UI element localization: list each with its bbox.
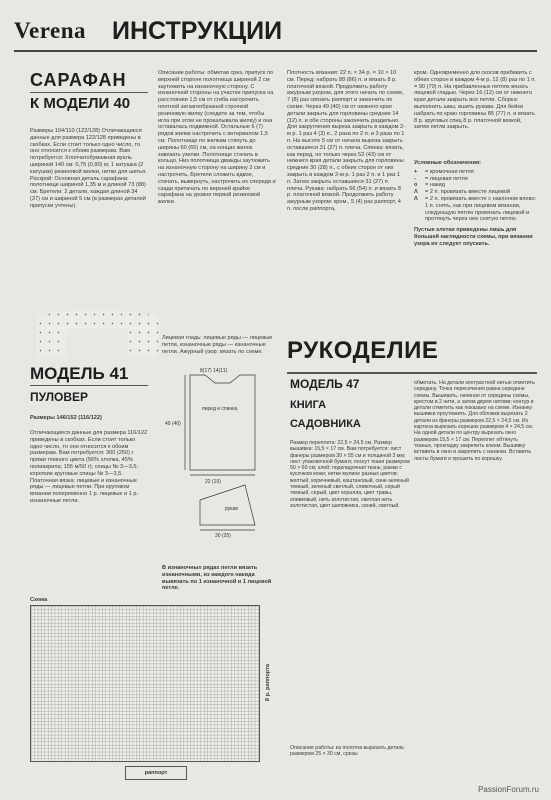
legend-title: Условные обозначения:: [414, 160, 482, 166]
sarafan-subtitle: К МОДЕЛИ 40: [30, 95, 131, 112]
header-rule: [14, 50, 537, 52]
page-title: ИНСТРУКЦИИ: [112, 17, 283, 45]
model41-subtitle: ПУЛОВЕР: [30, 390, 89, 404]
model41-text: Отличающиеся данные для размера 116/122 приведены в скобках. Если стоит только одно число, то оно относится к обоим размерам. Вам потребуется: 300 (250) г пряжи темного цвета (56% хлопка, 45% полиакрила; 155 м/50 г); спицы № 3—3,5; короткие круговые спицы № 3—3,5. Платочная вязка: лицевые и изнаночные ряды — лицевые петли. При круговом вязании попеременно 1 р. лицевые и 1 р. изнаночные петли.: [30, 430, 148, 504]
assembly-text: кром. Одновременно для скосов прибавить с обеих сторон в каждом 4-м р. 12 (8) раз по 1 п. = 90 (70) п. На прибавленных петлях вязать лицевой гладью. Через 16 (12) см от нижнего края детали закрыть все петли. Сборка: выполнить швы, вшить рукава. Для бейки набрать по краю горловины 85 (77) п. и вязать 8 р. круговых спиц 8 р. платочной вязкой, затем петли закрыть.: [414, 70, 536, 131]
legend-symbol: +: [414, 168, 418, 175]
front-label: перед и спинка: [202, 406, 238, 412]
legend-text: = 2 п. провязать вместе лицевой: [425, 189, 511, 196]
rapport-box: [125, 766, 187, 780]
model47-materials: Размер переплета: 22,5 × 24,5 см. Размер вышивки: 15,5 × 17 см. Вам потребуется: лист фанеры размером 30 × 55 см и толщиной 3 мм; лист упаковочной бумаги; лоскут ткани размером 50 × 60 см; клей; подкладочная ткань; рамки с кусочком кожи; нитки мулине разных цветов: желтый, коричневый, каштановый, сине-зеленый темный, зеленый светлый, сливочный, серый темный, серый, цвет коралла, цвет травы, оливковый, нить золотистая, светлая нить золотистая, цвет шиповника, синий, светлый.: [290, 440, 410, 509]
model47-work-text: обметать. На детали контрастной нитью отметить середину. Точка пересечения равна середине схемы. Вышивать, начиная от середины схемы, крестом в 2 нити, а затем двумя нитями; контур и детали отметить как показано на схеме. Изнанку вышивки проутюжить. Для обложки вырезать 2 детали из фанеры размером 22,5 × 24,5 см. Из картона вырезать корешок размером 4 × 24,5 см. На одной детали по центру вырезать окно размером 15,5 × 17 см. Переплет обтянуть тканью, прокладку закрепить клеем. Вышивку вставить в окно и закрепить с изнанки. Вставить листы бумаги и прошить по корешку.: [414, 380, 535, 462]
legend-symbol: Λ: [414, 189, 418, 196]
legend-symbol: -: [414, 175, 416, 182]
sleeve-shape: [200, 485, 255, 525]
legend-text: = лицевая петля: [425, 175, 468, 182]
bottom-dims: 22 (19): [205, 479, 221, 485]
model47-work-start: Описание работы: из полотна вырезать деталь размером 25 × 30 см, срезы: [290, 745, 405, 758]
model47-title: МОДЕЛЬ 47: [290, 377, 360, 391]
sarafan-work-text: Описание работы: обметав срез, припуск по верхней стороне полотнища шириной 2 см заутюжить на изнаночную сторону. С изнаночной стороны на участке припуска на расстоянии 1,5 см от сгиба настрочить плотной зигзагообразной строчкой резиновую жилку (следите за тем, чтобы игла при этом не прокалывала жилку) и она оставалась подвижной. Остальные 6 (7) рядов жилки настрочить с интервалом 1,5 см. Полотнище по жилкам стянуть до ширины 60 (65) см, на концах жилок завязать узелки. Полотнище стачать в кольцо. Низ полотнища дважды заутюжить на изнаночную сторону на ширину 2 см и настрочить. Бретели сложить вдвое, стачать, вывернуть, настрочить их спереди и сзади притачать по верхней крайке сарафана на уровне первой резиновой жилки.: [158, 70, 276, 206]
sarafan-sizes-text: Размеры 104/110 (122/128) Отличающиеся данные для размера 122/128 приведены в скобках. Если стоит только одно число, то оно относится к обоим размерам. Вам потребуется: Хлопчатобумажная вуаль шириной 140 см: 0,75 (0,90) м; 1 катушка (2 катушки) резиновой жилки, нитки для шитья. Раскрой: Основная деталь сарафана: полотнище шириной 1,35 м и длиной 73 (88) см. Бретели: 2 детали, каждая длиной 34 (37) см и шириной 5 см (в размерах деталей припуски учтены).: [30, 128, 147, 209]
density-text: Плотность вязания: 22 п. × 34 р. = 10 × 10 см. Перед: набрать 88 (86) п. и вязать 8 р. платочной вязкой. Продолжить работу ажурным узором, для этого начать по схеме, 7 (8) раз связать раппорт и закончить по схеме. Через 49 (40) см от нижнего края детали закрыть для горловины средние 14 (12) п. и обе стороны закончить раздельно. Для закругления выреза закрыть в каждом 2-м р. 1 раз 4 (3) п., 2 раза по 2 п. и 3 раза по 1 п. На высоте 5 см от начала выреза закрыть оставшиеся 31 (27) п. плеча. Спинка: вязать, как перед, но только через 52 (43) см от нижнего края детали закрыть для горловины средние 30 (28) п., с обеих сторон от них закрыть в каждом 2-м р. 1 раз 2 п. и 1 раз 1 п. Затем закрыть оставшиеся 31 (27) п. плеча. Рукава: набрать 66 (54) п. и вязать 8 р. платочной вязкой. Продолжить работу ажурным узором: кром., 5 (4) раз раппорт, 4 п. после раппорта,: [287, 70, 405, 212]
sweater-illustration: [36, 310, 158, 358]
scheme-title: Схема: [30, 597, 48, 603]
model41-sizes: Размеры 146/152 (116/122): [30, 415, 102, 421]
brand-logo: Verena: [14, 18, 86, 43]
pattern-diagram: [160, 365, 285, 565]
left-dims: 49 (40): [165, 421, 181, 427]
front-back-shape: [190, 375, 255, 470]
legend-text: = накид: [425, 182, 445, 189]
sarafan-title: САРАФАН: [30, 70, 127, 90]
gardener-title: САДОВНИКА: [290, 418, 361, 430]
book-title: КНИГА: [290, 399, 327, 411]
legend-text: = 2 п. провязать вместе с наклоном влево: 1 п. снять, как при лицевом вязании, следующую петлю провязать лицевой и протянуть через нее снятую петлю.: [425, 195, 537, 223]
model41-note: В изнаночных рядах петли вязать изнаночными, из каждого накида вывязать по 1 изнаночной и 1 лицевой петле.: [162, 565, 272, 592]
divider: [30, 92, 148, 93]
legend-item: [414, 189, 537, 196]
rukodelie-title: РУКОДЕЛИЕ: [287, 337, 439, 364]
model41-title: МОДЕЛЬ 41: [30, 364, 129, 383]
legend-item: [414, 176, 537, 183]
legend-symbol: o: [414, 182, 418, 189]
legend-item: [414, 196, 537, 223]
legend-text: = кромочная петля: [425, 168, 474, 175]
divider: [287, 372, 537, 374]
rapport-label: раппорт: [144, 769, 168, 776]
watermark: PassionForum.ru: [478, 785, 539, 794]
divider: [30, 385, 148, 386]
legend: [414, 160, 537, 248]
knitting-chart: [30, 605, 260, 762]
model41-faces-text: Лицевая гладь: лицевые ряды — лицевые петли, изнаночные ряды — изнаночные петли. Ажурный узор: вязать по схеме.: [162, 335, 273, 355]
legend-symbol: Λ: [414, 195, 418, 202]
sleeve-bottom: 30 (25): [215, 533, 231, 539]
legend-item: [414, 169, 537, 176]
shoulder-dims: 8(17) 14(11): [200, 368, 228, 374]
rapport-vertical: [262, 605, 274, 760]
legend-note: Пустые клетки приведены лишь для большей наглядности схемы, при вязании узора их следует опускать.: [414, 227, 533, 247]
sleeve-label: рукав: [225, 506, 238, 512]
rapport-vertical-label: 8 р. раппорта: [264, 663, 271, 702]
